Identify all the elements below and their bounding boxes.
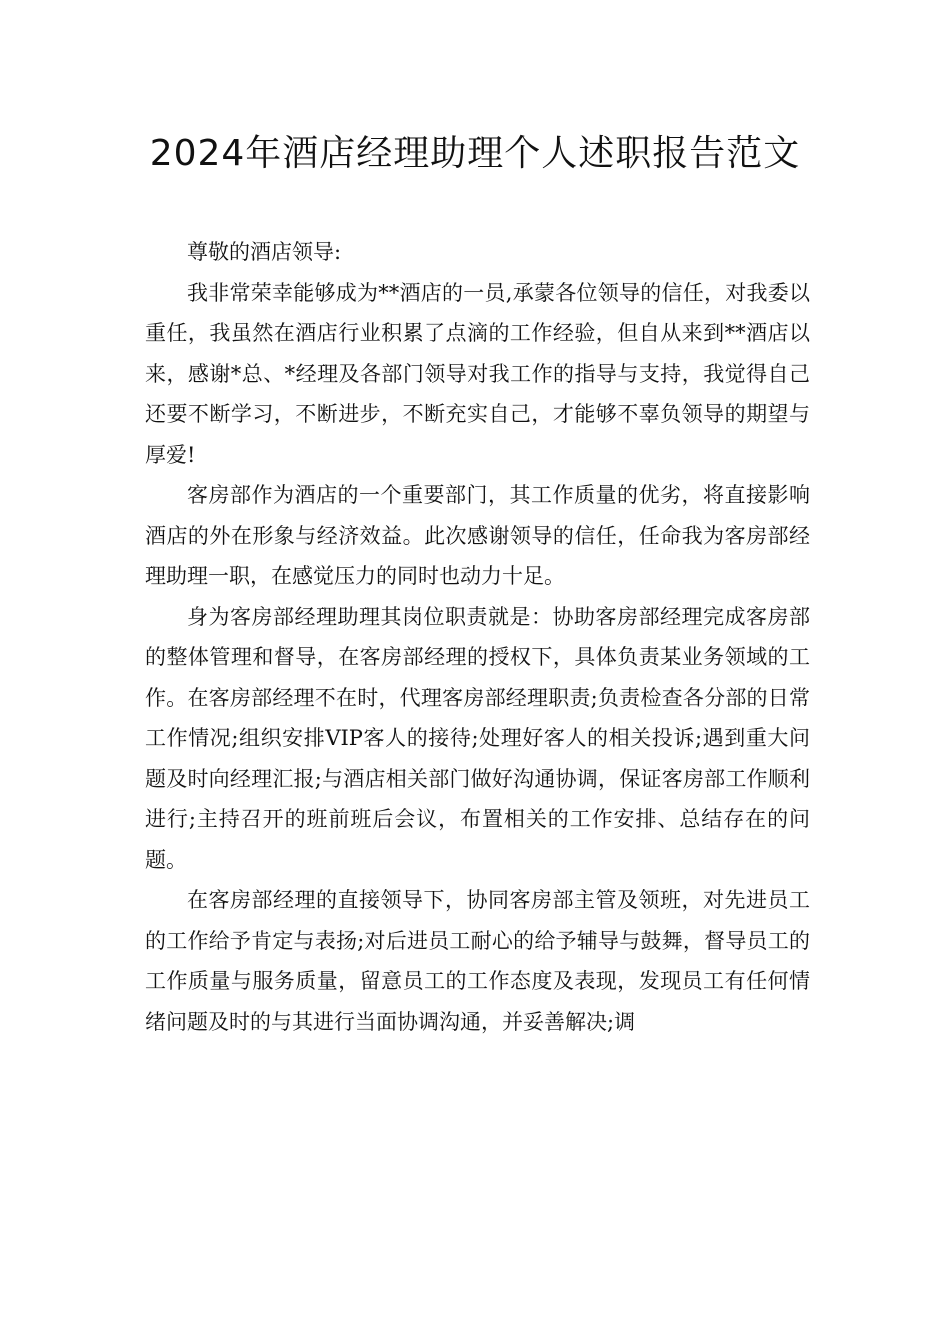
- paragraph-4: 在客房部经理的直接领导下，协同客房部主管及领班，对先进员工的工作给予肯定与表扬;对后进员工耐心的给予辅导与鼓舞，督导员工的工作质量与服务质量，留意员工的工作态度及表现，发现员工有任何情绪问题及时的与其进行当面协调沟通，并妥善解决;调: [145, 888, 810, 1034]
- document-title: 2024年酒店经理助理个人述职报告范文: [149, 133, 801, 174]
- salutation: 尊敬的酒店领导:: [187, 240, 342, 264]
- paragraph-3: 身为客房部经理助理其岗位职责就是：协助客房部经理完成客房部的整体管理和督导，在客房部经理的授权下，具体负责某业务领域的工作。在客房部经理不在时，代理客房部经理职责;负责检查各分部的日常工作情况;组织安排VIP客人的接待;处理好客人的相关投诉;遇到重大问题及时向经理汇报;与酒店相关部门做好沟通协调，保证客房部工作顺利进行;主持召开的班前班后会议，布置相关的工作安排、总结存在的问题。: [145, 604, 810, 872]
- document-body: [145, 232, 810, 1042]
- paragraph-1: 我非常荣幸能够成为**酒店的一员,承蒙各位领导的信任，对我委以重任，我虽然在酒店行业积累了点滴的工作经验，但自从来到**酒店以来，感谢*总、*经理及各部门领导对我工作的指导与支持，我觉得自己还要不断学习，不断进步，不断充实自己，才能够不辜负领导的期望与厚爱!: [145, 280, 810, 467]
- paragraph-2: 客房部作为酒店的一个重要部门，其工作质量的优劣，将直接影响酒店的外在形象与经济效益。此次感谢领导的信任，任命我为客房部经理助理一职，在感觉压力的同时也动力十足。: [145, 483, 810, 588]
